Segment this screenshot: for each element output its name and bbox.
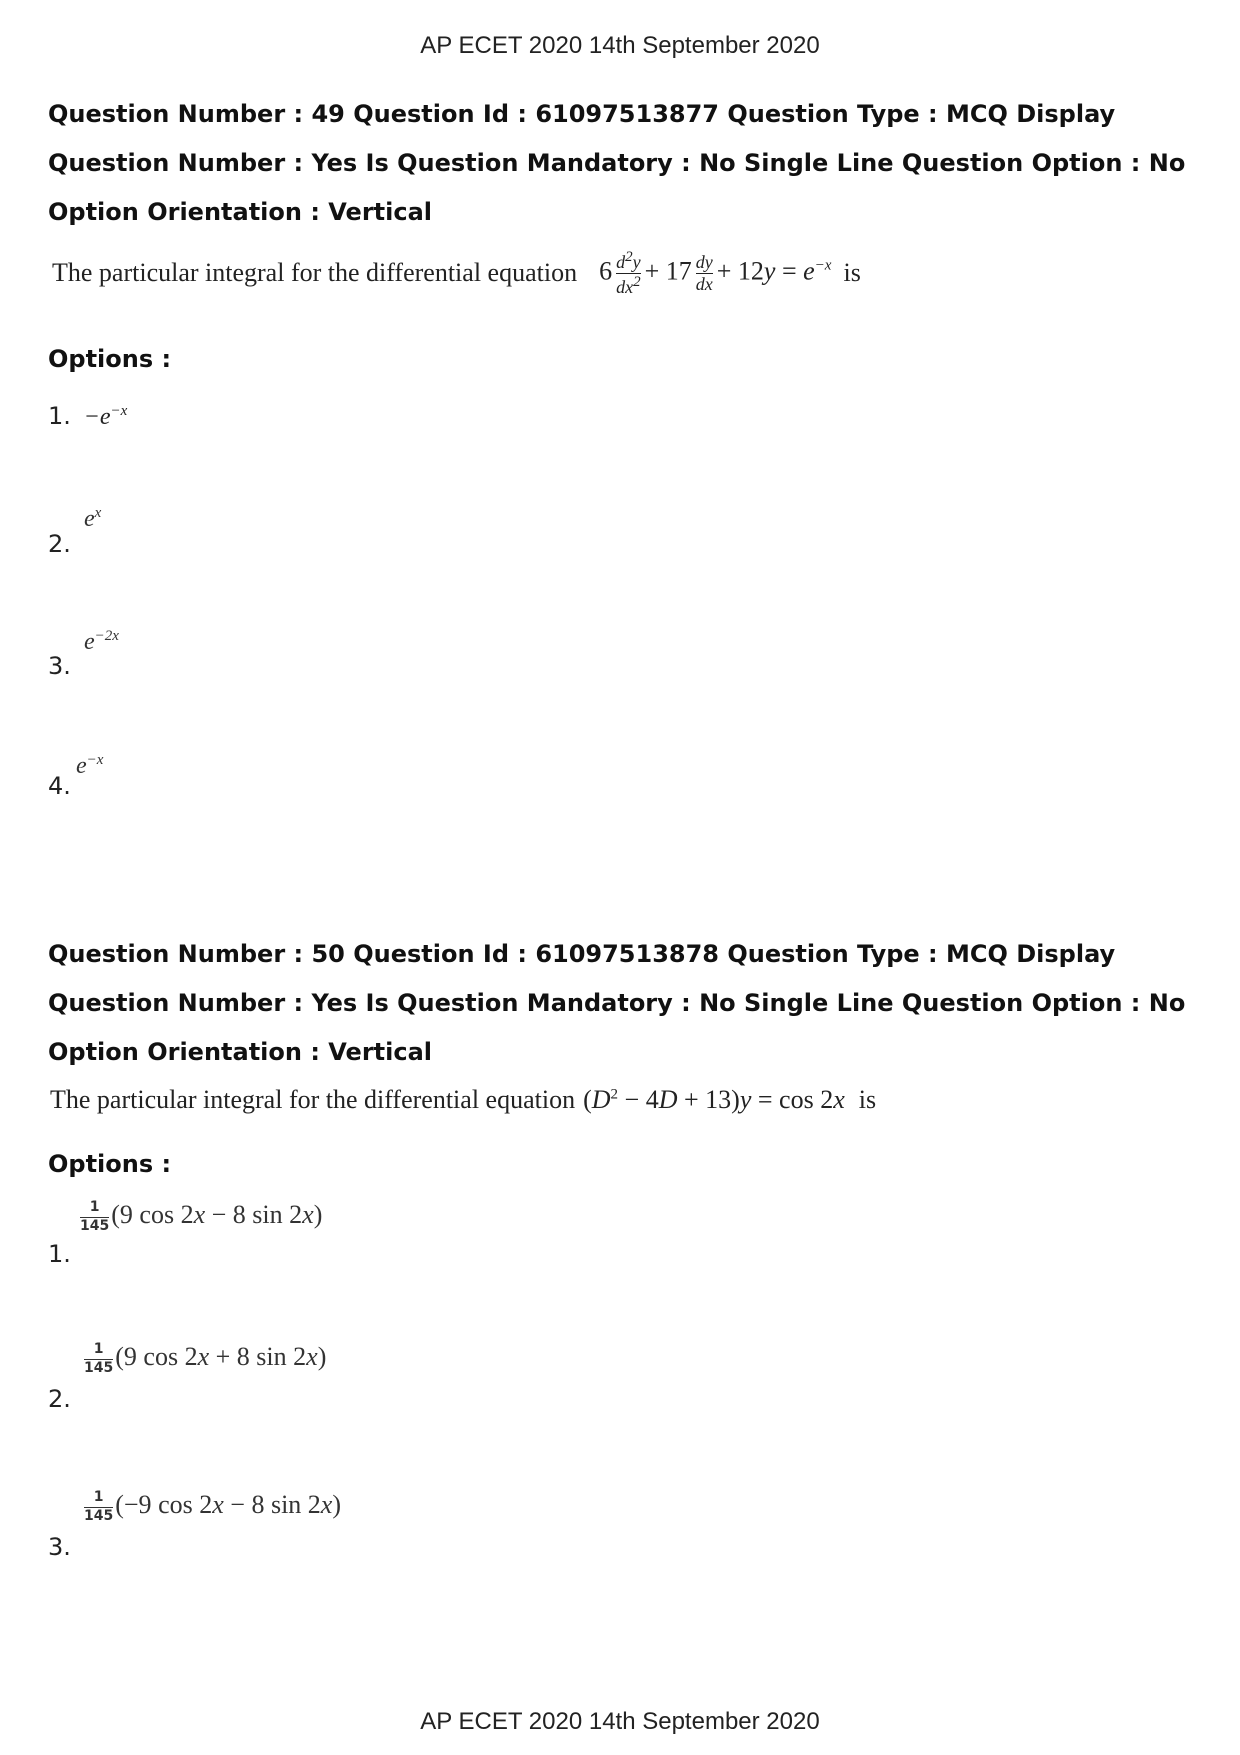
option-number: 2. xyxy=(48,1385,71,1413)
q50-option-3-expr: $\frac{1}{145}$ (−9 cos 2x − 8 sin 2x) xyxy=(84,1489,342,1524)
q50-option-2-expr: $\frac{1}{145}$ (9 cos 2x + 8 sin 2x) xyxy=(84,1341,327,1376)
page-footer: AP ECET 2020 14th September 2020 xyxy=(420,1708,820,1735)
q50-option-3[interactable] xyxy=(48,1533,76,1561)
option-number: 1. xyxy=(48,402,71,430)
q49-option-1[interactable] xyxy=(48,402,127,431)
q50-options-label: Options : xyxy=(48,1150,172,1178)
q49-meta: Question Number : 49 Question Id : 61097513877 Question Type : MCQ Display Question Number : Yes Is Question Mandatory : No Single Line Question Option : No Option Orientation : Vertical xyxy=(48,100,1186,226)
q50-stem xyxy=(50,1085,876,1115)
q49-equation: 6 $\frac{d^2y}{dx^2}$ + 17 $\frac{dy}{dx}$ + $12y = e^{-x}$ xyxy=(599,249,832,297)
page-header: AP ECET 2020 14th September 2020 xyxy=(420,32,820,59)
q50-equation: $(D^2 - 4D + 13)y = \cos 2x$ xyxy=(583,1085,845,1114)
option-number: 4. xyxy=(48,772,71,800)
q49-options-label: Options : xyxy=(48,345,172,373)
q49-option-3[interactable] xyxy=(48,652,76,680)
q50-option-1[interactable] xyxy=(48,1240,76,1268)
q49-option-2-expr: $e^x$ xyxy=(84,505,102,532)
q49-option-1-expr: $-e^{-x}$ xyxy=(83,403,128,430)
option-number: 2. xyxy=(48,530,71,558)
q49-option-4-expr: $e^{-x}$ xyxy=(76,752,104,779)
q50-option-1-expr: $\frac{1}{145}$ (9 cos 2x − 8 sin 2x) xyxy=(80,1199,323,1234)
q49-stem-text: The particular integral for the differential equation xyxy=(52,258,578,288)
q50-stem-text: The particular integral for the differential equation xyxy=(50,1085,576,1114)
q50-stem-suffix: is xyxy=(858,1085,877,1114)
q50-option-2[interactable] xyxy=(48,1385,76,1413)
q49-option-4[interactable] xyxy=(48,772,76,800)
q49-option-2[interactable] xyxy=(48,530,76,558)
q49-stem-suffix: is xyxy=(843,258,861,288)
q49-stem xyxy=(52,250,861,297)
q49-option-3-expr: $e^{-2x}$ xyxy=(84,628,119,655)
option-number: 3. xyxy=(48,1533,71,1561)
option-number: 3. xyxy=(48,652,71,680)
q50-meta: Question Number : 50 Question Id : 61097513878 Question Type : MCQ Display Question Number : Yes Is Question Mandatory : No Single Line Question Option : No Option Orientation : Vertical xyxy=(48,940,1186,1066)
option-number: 1. xyxy=(48,1240,71,1268)
